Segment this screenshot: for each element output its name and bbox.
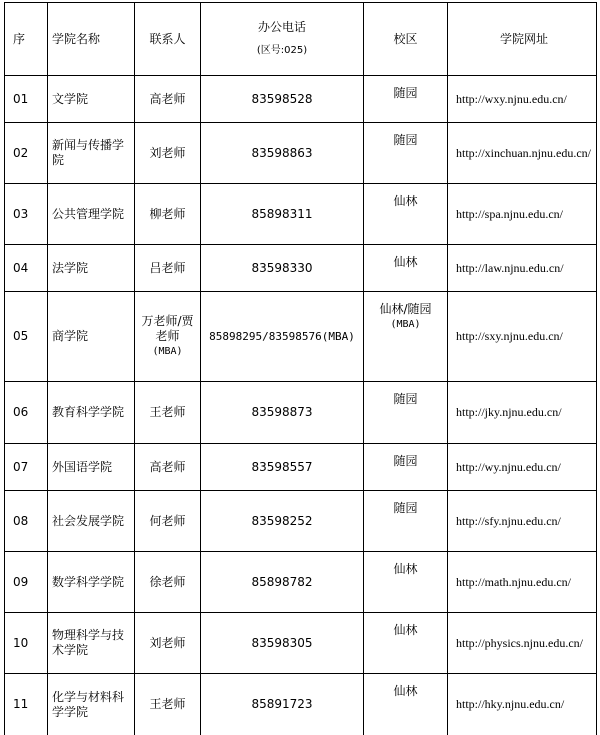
contact-cell: [135, 123, 201, 184]
website-cell-text: http://law.njnu.edu.cn/: [456, 260, 564, 275]
website-cell-text: http://jky.njnu.edu.cn/: [456, 405, 562, 419]
college-name-cell-text: 教育科学学院: [52, 405, 125, 419]
college-name-cell-text: 社会发展学院: [52, 513, 125, 528]
campus-cell-text: 随园: [393, 454, 418, 468]
header-website: 学院网址: [448, 3, 597, 76]
college-name-cell-text: 外国语学院: [52, 459, 113, 474]
campus-cell-text: 仙林: [393, 623, 418, 637]
campus-cell-text: 随园: [393, 392, 418, 406]
table-row: [5, 491, 597, 552]
phone-cell-text: 83598330: [251, 260, 313, 275]
campus-cell: [364, 123, 448, 184]
college-name-cell: [48, 292, 135, 382]
contact-cell: [135, 245, 201, 292]
contact-cell-text: 王老师: [149, 405, 186, 419]
campus-cell: [364, 552, 448, 613]
website-cell-text: http://hky.njnu.edu.cn/: [456, 697, 565, 711]
college-name-cell-text: 文学院: [52, 91, 89, 106]
college-name-cell-text: 公共管理学院: [52, 206, 125, 221]
college-name-cell-text: 物理科学与技术学院: [52, 628, 125, 657]
phone-cell-text: 83598557: [251, 459, 313, 474]
phone-cell: [201, 382, 364, 444]
college-name-cell: [48, 76, 135, 123]
contact-cell-text: 刘老师: [149, 145, 186, 160]
contact-cell-note: (MBA): [152, 346, 183, 357]
header-campus: 校区: [364, 3, 448, 76]
campus-cell-text: 仙林/随园: [379, 302, 432, 316]
phone-cell: [201, 76, 364, 123]
website-cell[interactable]: [448, 184, 597, 245]
phone-cell: [201, 123, 364, 184]
table-row: [5, 613, 597, 674]
website-cell[interactable]: [448, 674, 597, 735]
seq-cell-text: 09: [13, 574, 29, 589]
website-cell[interactable]: [448, 613, 597, 674]
campus-cell: [364, 76, 448, 123]
contact-cell-text: 徐老师: [149, 574, 186, 589]
seq-cell-text: 06: [13, 405, 29, 419]
seq-cell: [5, 123, 48, 184]
phone-cell-text: 83598873: [251, 405, 313, 419]
table-row: [5, 444, 597, 491]
phone-cell: [201, 613, 364, 674]
seq-cell-text: 05: [13, 329, 29, 343]
campus-cell-text: 仙林: [393, 194, 418, 208]
seq-cell-text: 08: [13, 513, 29, 528]
contact-cell-text: 刘老师: [149, 635, 186, 650]
header-contact: 联系人: [135, 3, 201, 76]
seq-cell-text: 03: [13, 206, 29, 221]
college-contact-table: [4, 2, 597, 735]
phone-cell-text: 83598252: [251, 513, 313, 528]
campus-cell: [364, 382, 448, 444]
phone-cell-text: 83598863: [251, 145, 313, 160]
header-phone: [201, 3, 364, 76]
seq-cell: [5, 245, 48, 292]
contact-cell: [135, 292, 201, 382]
phone-cell: [201, 184, 364, 245]
website-cell[interactable]: [448, 491, 597, 552]
college-name-cell: [48, 123, 135, 184]
college-name-cell: [48, 184, 135, 245]
campus-cell: [364, 491, 448, 552]
seq-cell: [5, 444, 48, 491]
phone-cell: [201, 674, 364, 735]
table-row: [5, 123, 597, 184]
website-cell[interactable]: [448, 292, 597, 382]
header-seq: 序: [5, 3, 48, 76]
campus-cell: [364, 292, 448, 382]
table-row: [5, 184, 597, 245]
table-row: [5, 552, 597, 613]
website-cell-text: http://spa.njnu.edu.cn/: [456, 206, 563, 221]
website-cell[interactable]: [448, 123, 597, 184]
table-row: [5, 292, 597, 382]
website-cell-text: http://physics.njnu.edu.cn/: [456, 635, 583, 650]
campus-cell-text: 随园: [393, 133, 418, 147]
website-cell[interactable]: [448, 76, 597, 123]
phone-cell-text: 83598528: [251, 91, 313, 106]
college-name-cell: [48, 245, 135, 292]
contact-cell: [135, 184, 201, 245]
college-name-cell-text: 数学科学学院: [52, 574, 125, 589]
college-name-cell-text: 化学与材料科学学院: [52, 689, 125, 719]
website-cell-text: http://wxy.njnu.edu.cn/: [456, 91, 567, 106]
contact-cell: [135, 76, 201, 123]
contact-cell: [135, 613, 201, 674]
college-name-cell-text: 法学院: [52, 260, 89, 275]
phone-cell-text: 83598305: [251, 635, 313, 650]
campus-cell: [364, 184, 448, 245]
campus-cell: [364, 245, 448, 292]
campus-cell-note: (MBA): [390, 319, 421, 330]
seq-cell: [5, 674, 48, 735]
contact-cell-text: 吕老师: [149, 260, 186, 275]
contact-cell: [135, 552, 201, 613]
contact-cell: [135, 382, 201, 444]
website-cell-text: http://xinchuan.njnu.edu.cn/: [456, 145, 591, 160]
contact-cell-text: 王老师: [149, 697, 186, 711]
seq-cell-text: 01: [13, 91, 29, 106]
contact-cell-text: 万老师/贾老师: [141, 314, 194, 343]
college-name-cell: [48, 444, 135, 491]
contact-cell-text: 何老师: [149, 513, 186, 528]
table-row: [5, 245, 597, 292]
college-name-cell: [48, 491, 135, 552]
contact-cell-text: 柳老师: [149, 206, 186, 221]
campus-cell-text: 仙林: [393, 684, 418, 698]
phone-cell-text: 85898782: [251, 574, 313, 589]
seq-cell: [5, 292, 48, 382]
phone-cell-text: 85891723: [251, 697, 313, 711]
header-row: [5, 3, 597, 76]
college-name-cell: [48, 552, 135, 613]
seq-cell: [5, 491, 48, 552]
header-phone-area-code: (区号:025): [256, 45, 308, 56]
website-cell-text: http://math.njnu.edu.cn/: [456, 574, 571, 589]
phone-cell: [201, 552, 364, 613]
seq-cell: [5, 382, 48, 444]
table-row: [5, 674, 597, 735]
seq-cell: [5, 76, 48, 123]
college-name-cell-text: 新闻与传播学院: [52, 138, 125, 167]
seq-cell: [5, 552, 48, 613]
header-college: 学院名称: [48, 3, 135, 76]
campus-cell-text: 仙林: [393, 255, 418, 269]
seq-cell-text: 07: [13, 459, 29, 474]
phone-cell-text: 85898311: [251, 206, 313, 221]
website-cell-text: http://sfy.njnu.edu.cn/: [456, 513, 561, 528]
website-cell-text: http://sxy.njnu.edu.cn/: [456, 329, 563, 343]
table-row: [5, 76, 597, 123]
campus-cell: [364, 444, 448, 491]
campus-cell: [364, 613, 448, 674]
college-name-cell: [48, 382, 135, 444]
phone-cell: [201, 292, 364, 382]
seq-cell: [5, 184, 48, 245]
table-row: [5, 382, 597, 444]
contact-cell: [135, 674, 201, 735]
website-cell[interactable]: [448, 245, 597, 292]
phone-cell: [201, 444, 364, 491]
seq-cell: [5, 613, 48, 674]
contact-cell: [135, 491, 201, 552]
contact-cell-text: 高老师: [149, 91, 186, 106]
contact-cell: [135, 444, 201, 491]
website-cell-text: http://wy.njnu.edu.cn/: [456, 459, 561, 474]
phone-cell: [201, 245, 364, 292]
contact-cell-text: 高老师: [149, 459, 186, 474]
header-phone-label: 办公电话: [257, 20, 306, 34]
website-cell[interactable]: [448, 382, 597, 444]
college-name-cell: [48, 613, 135, 674]
website-cell[interactable]: [448, 552, 597, 613]
campus-cell-text: 随园: [393, 86, 418, 100]
seq-cell-text: 02: [13, 145, 29, 160]
phone-cell-text: 85898295/83598576(MBA): [209, 330, 355, 343]
seq-cell-text: 11: [13, 697, 29, 711]
phone-cell: [201, 491, 364, 552]
campus-cell-text: 随园: [393, 501, 418, 515]
campus-cell: [364, 674, 448, 735]
seq-cell-text: 10: [13, 635, 29, 650]
college-name-cell: [48, 674, 135, 735]
seq-cell-text: 04: [13, 260, 29, 275]
website-cell[interactable]: [448, 444, 597, 491]
campus-cell-text: 仙林: [393, 562, 418, 576]
college-name-cell-text: 商学院: [52, 329, 89, 343]
